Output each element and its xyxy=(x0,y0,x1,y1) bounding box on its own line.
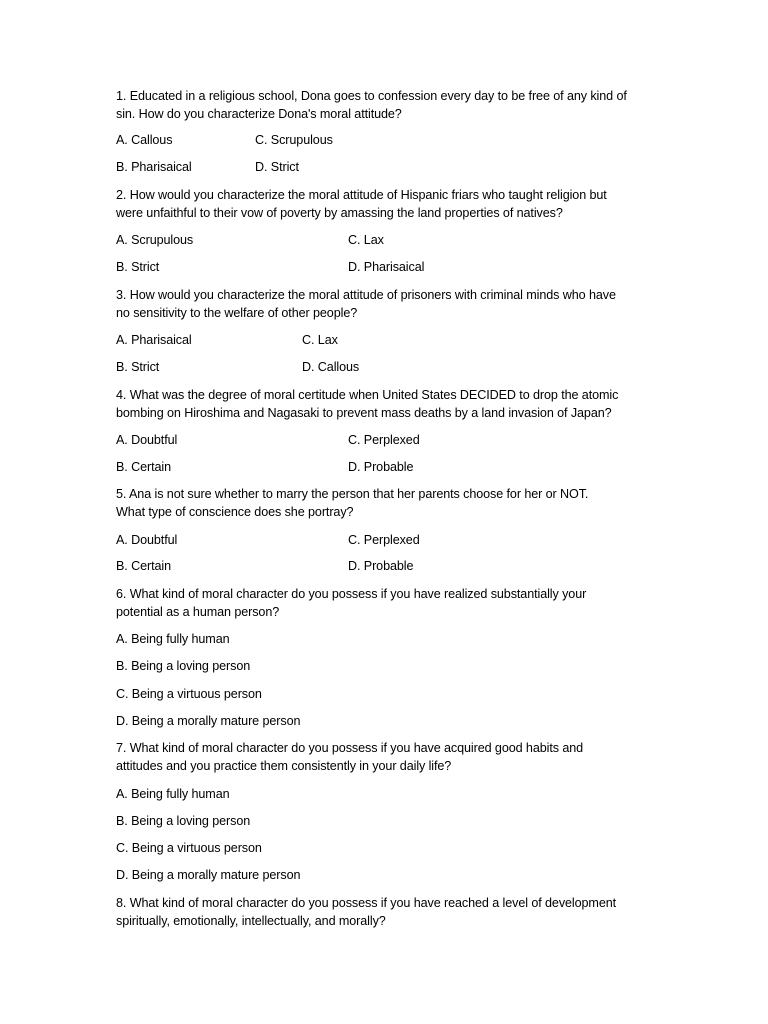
question-6-option-c: C. Being a virtuous person xyxy=(116,687,262,701)
question-6-text-line-2: potential as a human person? xyxy=(116,605,280,619)
question-2-option-d: D. Pharisaical xyxy=(348,260,425,274)
question-1-text-line-2: sin. How do you characterize Dona's moral attitude? xyxy=(116,107,402,121)
question-6-text-line-1: 6. What kind of moral character do you possess if you have realized substantially your xyxy=(116,587,587,601)
question-2-option-a: A. Scrupulous xyxy=(116,233,194,247)
question-3-option-c: C. Lax xyxy=(302,333,338,347)
question-7-option-c: C. Being a virtuous person xyxy=(116,841,262,855)
question-4-text-line-2: bombing on Hiroshima and Nagasaki to prevent mass deaths by a land invasion of Japan? xyxy=(116,406,612,420)
question-1-option-d: D. Strict xyxy=(255,160,299,174)
question-3-text-line-2: no sensitivity to the welfare of other people? xyxy=(116,306,358,320)
question-3-option-a: A. Pharisaical xyxy=(116,333,192,347)
question-7-text-line-2: attitudes and you practice them consistently in your daily life? xyxy=(116,759,452,773)
question-6-option-d: D. Being a morally mature person xyxy=(116,714,301,728)
question-1-option-b: B. Pharisaical xyxy=(116,160,192,174)
question-7-option-d: D. Being a morally mature person xyxy=(116,868,301,882)
question-4-text-line-1: 4. What was the degree of moral certitude when United States DECIDED to drop the atomic xyxy=(116,388,619,402)
question-8-text-line-2: spiritually, emotionally, intellectually, and morally? xyxy=(116,914,386,928)
question-3-text-line-1: 3. How would you characterize the moral attitude of prisoners with criminal minds who have xyxy=(116,288,616,302)
question-6-option-a: A. Being fully human xyxy=(116,632,230,646)
question-5-option-c: C. Perplexed xyxy=(348,533,420,547)
question-7-option-b: B. Being a loving person xyxy=(116,814,251,828)
question-2-text-line-1: 2. How would you characterize the moral attitude of Hispanic friars who taught religion but xyxy=(116,188,607,202)
question-4-option-b: B. Certain xyxy=(116,460,171,474)
question-5-text-line-2: What type of conscience does she portray? xyxy=(116,505,354,519)
question-3-option-d: D. Callous xyxy=(302,360,360,374)
question-8-text-line-1: 8. What kind of moral character do you possess if you have reached a level of development xyxy=(116,896,617,910)
question-4-option-a: A. Doubtful xyxy=(116,433,178,447)
question-1-option-c: C. Scrupulous xyxy=(255,133,333,147)
question-7-text-line-1: 7. What kind of moral character do you possess if you have acquired good habits and xyxy=(116,741,584,755)
question-5-option-a: A. Doubtful xyxy=(116,533,178,547)
question-5-text-line-1: 5. Ana is not sure whether to marry the person that her parents choose for her or NOT. xyxy=(116,487,589,501)
question-1-text-line-1: 1. Educated in a religious school, Dona goes to confession every day to be free of any kind of xyxy=(116,89,627,103)
question-5-option-b: B. Certain xyxy=(116,559,171,573)
question-2-option-c: C. Lax xyxy=(348,233,384,247)
question-4-option-d: D. Probable xyxy=(348,460,414,474)
question-6-option-b: B. Being a loving person xyxy=(116,659,251,673)
question-7-option-a: A. Being fully human xyxy=(116,787,230,801)
question-4-option-c: C. Perplexed xyxy=(348,433,420,447)
question-2-option-b: B. Strict xyxy=(116,260,160,274)
question-5-option-d: D. Probable xyxy=(348,559,414,573)
question-3-option-b: B. Strict xyxy=(116,360,160,374)
question-2-text-line-2: were unfaithful to their vow of poverty by amassing the land properties of natives? xyxy=(116,206,563,220)
question-1-option-a: A. Callous xyxy=(116,133,173,147)
